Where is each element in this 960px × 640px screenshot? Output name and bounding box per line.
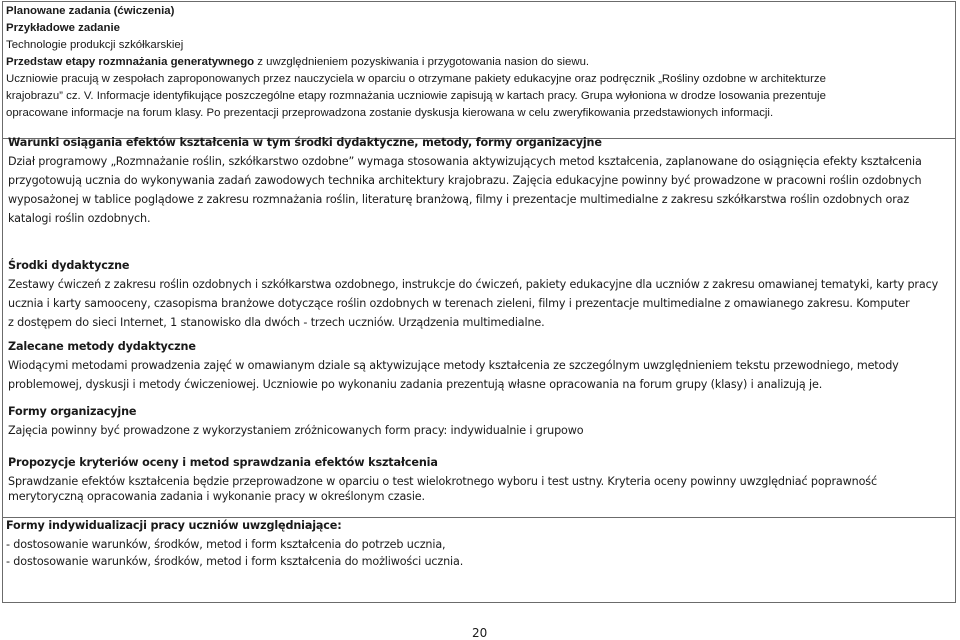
- methods-line: problemowej, dyskusji i metody ćwiczeniowej. Uczniowie po wykonaniu zadania prezentują własne opracowania na forum grupy (klasy) i analizują je.: [8, 378, 823, 391]
- task-title-rest: z uwzględnieniem pozyskiwania i przygotowania nasion do siewu.: [254, 56, 590, 68]
- section-label: Planowane zadania (ćwiczenia): [6, 5, 175, 17]
- task-title: [6, 54, 589, 71]
- individualization-line: - dostosowanie warunków, środków, metod i form kształcenia do możliwości ucznia.: [6, 555, 464, 568]
- conditions-line: wyposażonej w tablice poglądowe z zakresu rozmnażania roślin, literaturę branżową, filmy i prezentacje multimedialne z zakresu szkółkarstwa roślin ozdobnych oraz: [8, 193, 910, 206]
- individualization-heading: Formy indywidualizacji pracy uczniów uwzględniające:: [6, 519, 342, 532]
- methods-line: Wiodącymi metodami prowadzenia zajęć w omawianym dziale są aktywizujące metody kształcenia ze szczególnym uwzględnieniem tekstu przewodniego, metody: [8, 359, 899, 372]
- conditions-heading: Warunki osiągania efektów kształcenia w tym środki dydaktyczne, metody, formy organizacyjne: [8, 136, 602, 149]
- assessment-heading: Propozycje kryteriów oceny i metod sprawdzania efektów kształcenia: [8, 456, 438, 469]
- teaching-aids-heading: Środki dydaktyczne: [8, 259, 130, 272]
- task-title-bold: Przedstaw etapy rozmnażania generatywnego: [6, 56, 255, 68]
- section-subtitle: Przykładowe zadanie: [6, 22, 120, 34]
- forms-heading: Formy organizacyjne: [8, 405, 137, 418]
- subject-name: Technologie produkcji szkółkarskiej: [6, 39, 184, 51]
- conditions-line: przygotowują ucznia do wykonywania zadań zawodowych technika architektury krajobrazu. Zajęcia edukacyjne powinny być prowadzone w pracowni roślin ozdobnych: [8, 174, 922, 187]
- teaching-aids-line: z dostępem do sieci Internet, 1 stanowisko dla dwóch - trzech uczniów. Urządzenia multimedialne.: [8, 316, 545, 329]
- forms-line: Zajęcia powinny być prowadzone z wykorzystaniem zróżnicowanych form pracy: indywidualnie i grupowo: [8, 424, 584, 437]
- teaching-aids-line: ucznia i karty samooceny, czasopisma branżowe dotyczące roślin ozdobnych w terenach zieleni, filmy i prezentacje multimedialne z omawianego zakresu. Komputer: [8, 297, 910, 310]
- task-description-line: Uczniowie pracują w zespołach zaproponowanych przez nauczyciela w oparciu o otrzymane pakiety edukacyjne oraz podręcznik „Rośliny ozdobne w architekturze: [6, 73, 826, 85]
- task-description-line: krajobrazu” cz. V. Informacje identyfikujące poszczególne etapy rozmnażania uczniowie zapisują w kartach pracy. Grupa wyłoniona w drodze losowania prezentuje: [6, 90, 826, 102]
- assessment-line: Sprawdzanie efektów kształcenia będzie przeprowadzone w oparciu o test wielokrotnego wyboru i test ustny. Kryteria oceny powinny uwzględniać poprawność: [8, 475, 877, 488]
- assessment-line: merytoryczną opracowania zadania i wykonanie pracy w określonym czasie.: [8, 490, 425, 503]
- conditions-line: Dział programowy „Rozmnażanie roślin, szkółkarstwo ozdobne” wymaga stosowania aktywizujących metod kształcenia, zaplanowane do osiągnięcia efekty kształcenia: [8, 155, 922, 168]
- methods-heading: Zalecane metody dydaktyczne: [8, 340, 196, 353]
- page-number: 20: [472, 626, 488, 640]
- teaching-aids-line: Zestawy ćwiczeń z zakresu roślin ozdobnych i szkółkarstwa ozdobnego, instrukcje do ćwiczeń, pakiety edukacyjne dla uczniów z zakresu omawianej tematyki, karty pracy: [8, 278, 939, 291]
- individualization-line: - dostosowanie warunków, środków, metod i form kształcenia do potrzeb ucznia,: [6, 538, 446, 551]
- task-description-line: opracowane informacje na forum klasy. Po prezentacji przeprowadzona zostanie dyskusja kierowana w celu zweryfikowania przedstawionych informacji.: [6, 107, 774, 119]
- conditions-line: katalogi roślin ozdobnych.: [8, 212, 151, 225]
